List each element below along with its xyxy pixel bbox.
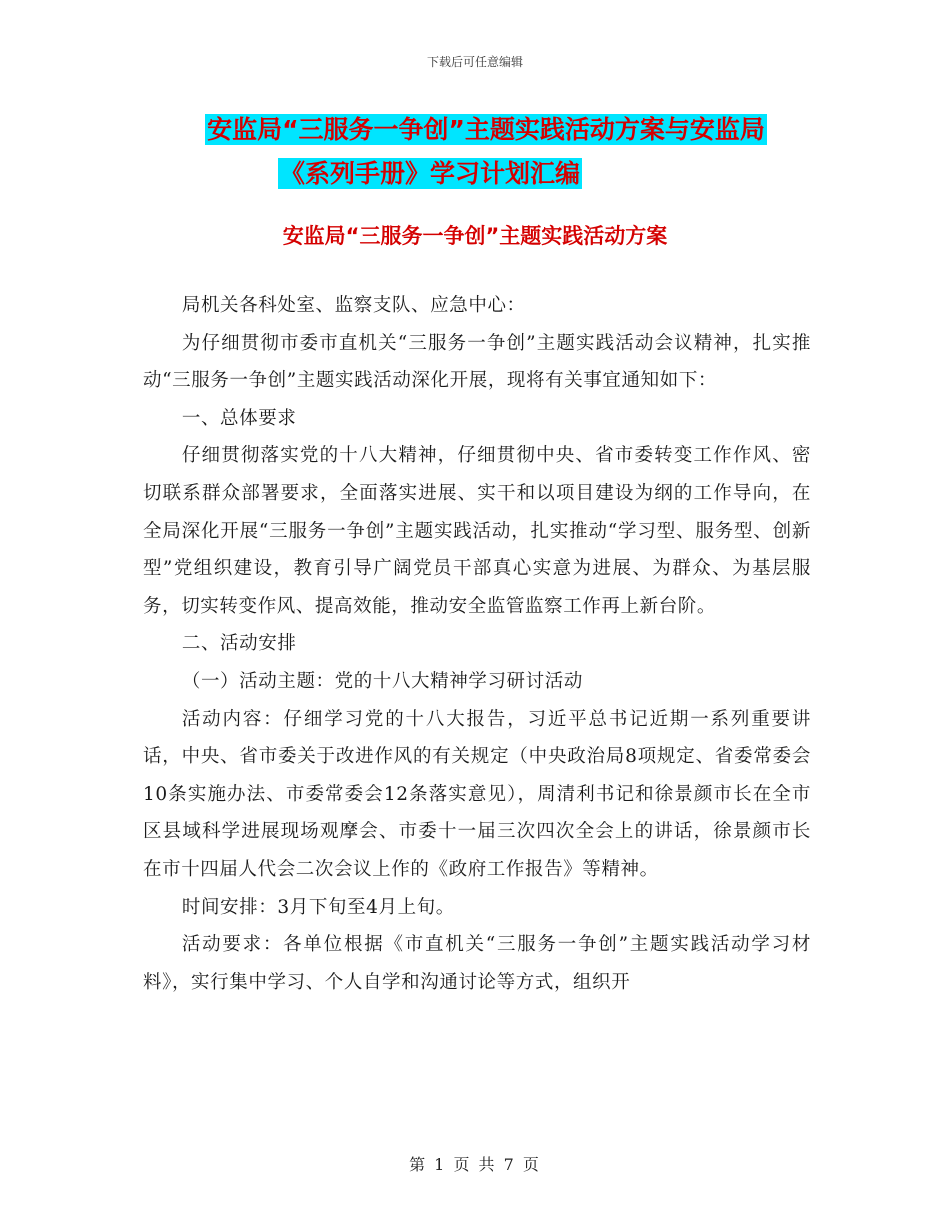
- document-title-line-2: [0, 156, 950, 192]
- heading-activity-theme: （一）活动主题：党的十八大精神学习研讨活动: [181, 670, 583, 692]
- title-text-1: 安监局“三服务一争创”主题实践活动方案与安监局: [207, 115, 765, 144]
- document-title-line-1: [0, 112, 950, 148]
- section-subtitle: 安监局“三服务一争创”主题实践活动方案: [282, 224, 668, 248]
- heading-general-requirements: 一、总体要求: [181, 407, 297, 429]
- paragraph-general-requirements: 仔细贯彻落实党的十八大精神，仔细贯彻中央、省市委转变工作作风、密切联系群众部署要求，全面落实进展、实干和以项目建设为纲的工作导向，在全局深化开展“三服务一争创”主题实践活动，扎实推动“学习型、服务型、创新型”党组织建设，教育引导广阔党员干部真心实意为进展、为群众、为基层服务，切实转变作风、提高效能，推动安全监管监察工作再上新台阶。: [143, 445, 811, 617]
- paragraph-schedule: 时间安排：3月下旬至4月上旬。: [181, 896, 455, 918]
- header-note: 下载后可任意编辑: [426, 55, 523, 69]
- paragraph-intro: 为仔细贯彻市委市直机关“三服务一争创”主题实践活动会议精神，扎实推动“三服务一争创”主题实践活动深化开展，现将有关事宜通知如下：: [143, 332, 811, 392]
- paragraph-activity-requirements: 活动要求：各单位根据《市直机关“三服务一争创”主题实践活动学习材料》，实行集中学习、个人自学和沟通讨论等方式，组织开: [143, 934, 811, 993]
- title-text-2: 《系列手册》学习计划汇编: [279, 159, 580, 188]
- body-text: [143, 287, 811, 1001]
- paragraph-activity-content: 活动内容：仔细学习党的十八大报告，习近平总书记近期一系列重要讲话，中央、省市委关于改进作风的有关规定（中央政治局8项规定、省委常委会10条实施办法、市委常委会12条落实意见），周清利书记和徐景颜市长在全市区县域科学进展现场观摩会、市委十一届三次四次全会上的讲话，徐景颜市长在市十四届人代会二次会议上作的《政府工作报告》等精神。: [143, 708, 811, 880]
- page-footer: 第 1 页 共 7 页: [409, 1155, 541, 1174]
- paragraph-addressee: 局机关各科处室、监察支队、应急中心：: [181, 295, 526, 316]
- heading-activity-arrangement: 二、活动安排: [181, 633, 297, 655]
